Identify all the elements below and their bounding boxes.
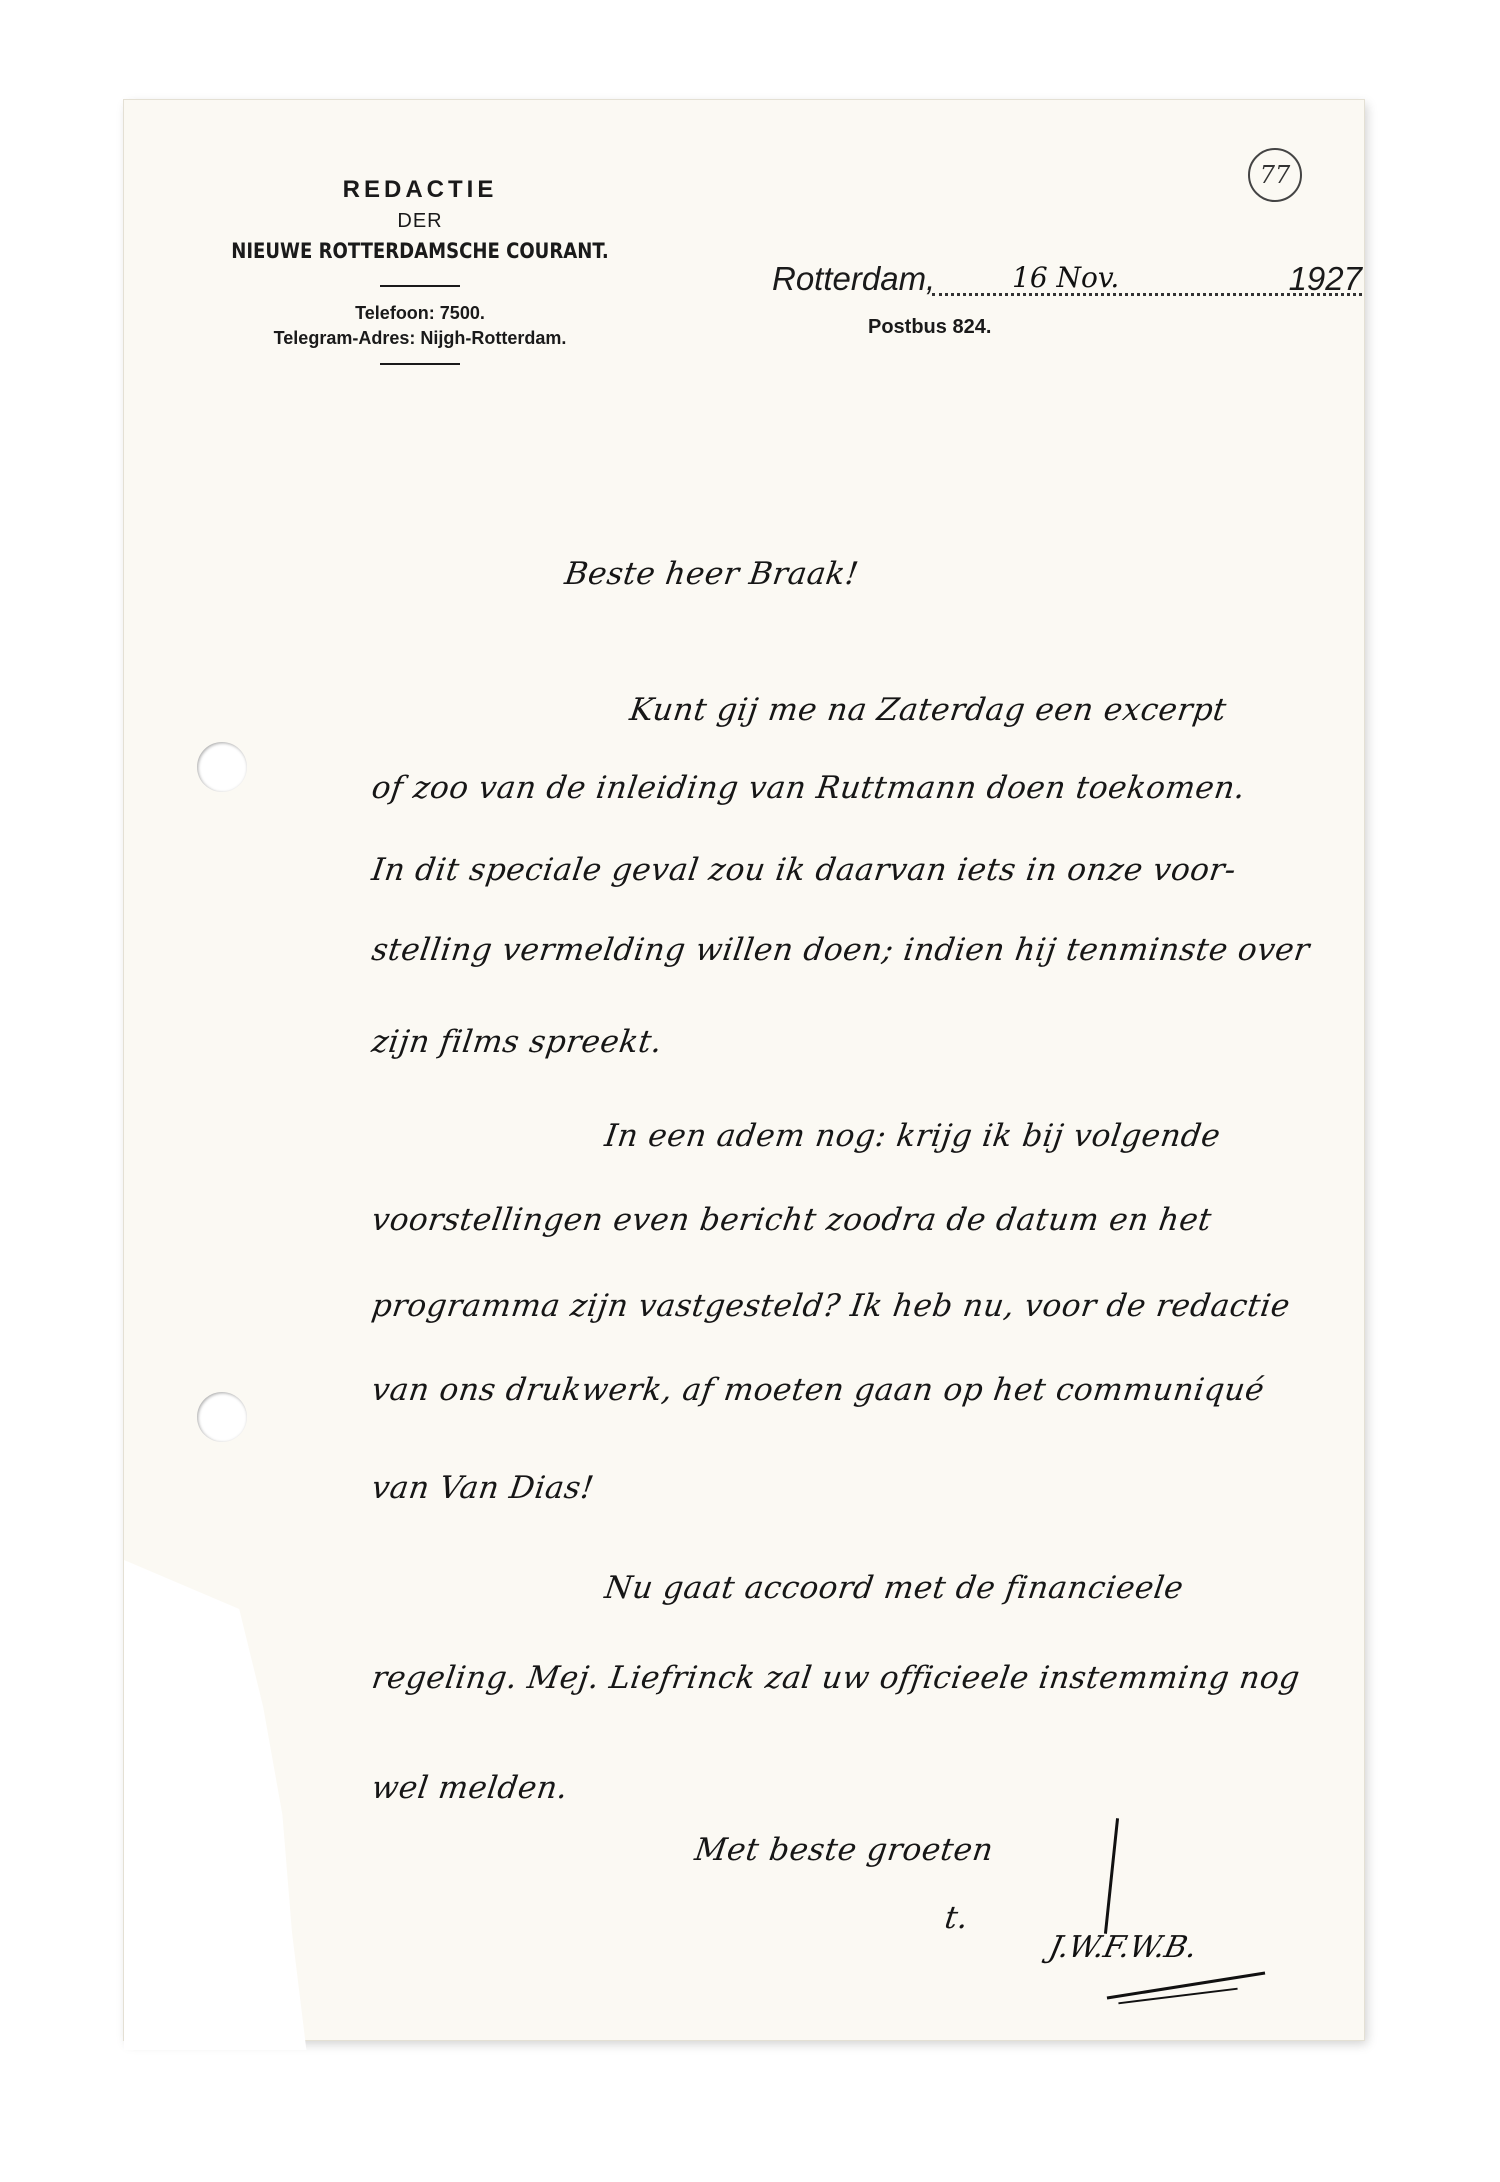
letter-line: van ons drukwerk, af moeten gaan op het communiqué [369, 1372, 1267, 1408]
dateline-date: 16 Nov. [1012, 261, 1120, 294]
dateline-year: 1927 [1288, 260, 1362, 297]
letter-line: voorstellingen even bericht zoodra de datum en het [369, 1202, 1214, 1238]
dateline-place: Rotterdam, [772, 260, 936, 297]
letter-line: zijn films spreekt. [369, 1024, 665, 1060]
letterhead-title: REDACTIE [342, 176, 498, 203]
letter-line: Kunt gij me na Zaterdag een excerpt [627, 692, 1229, 728]
letter-line: Nu gaat accoord met de financieele [602, 1570, 1186, 1606]
letter-line: wel melden. [369, 1770, 571, 1806]
postbus: Postbus 824. [868, 316, 992, 338]
closing-initial: t. [942, 1900, 971, 1936]
letter-line: In dit speciale geval zou ik daarvan iets in onze voor- [369, 852, 1239, 888]
letter-line: van Van Dias! [369, 1470, 597, 1506]
letterhead-der: DER [397, 210, 443, 232]
signature: J.W.F.W.B. [1045, 1930, 1201, 1965]
letter-line: In een adem nog: krijg ik bij volgende [602, 1118, 1223, 1154]
letterhead-telefoon: Telefoon: 7500. [355, 303, 485, 323]
letter-line: of zoo van de inleiding van Ruttmann doen toekomen. [369, 770, 1248, 806]
punch-hole-lower [197, 1392, 247, 1442]
closing: Met beste groeten [692, 1832, 996, 1868]
letter-line: stelling vermelding willen doen; indien hij tenminste over [369, 932, 1313, 968]
letterhead-telegram: Telegram-Adres: Nijgh-Rotterdam. [273, 328, 567, 348]
letterhead [190, 176, 650, 365]
dateline [772, 262, 1362, 302]
letter-sheet [124, 100, 1364, 2040]
punch-hole-upper [197, 742, 247, 792]
letterhead-divider [380, 285, 460, 287]
archive-number: 77 [1248, 148, 1302, 202]
letterhead-divider-lower [380, 363, 460, 365]
letter-line: regeling. Mej. Liefrinck zal uw officieele instemming nog [369, 1660, 1303, 1696]
letter-line: programma zijn vastgesteld? Ik heb nu, voor de redactie [369, 1288, 1293, 1324]
letterhead-newspaper: NIEUWE ROTTERDAMSCHE COURANT. [231, 239, 609, 263]
salutation: Beste heer Braak! [562, 556, 861, 592]
